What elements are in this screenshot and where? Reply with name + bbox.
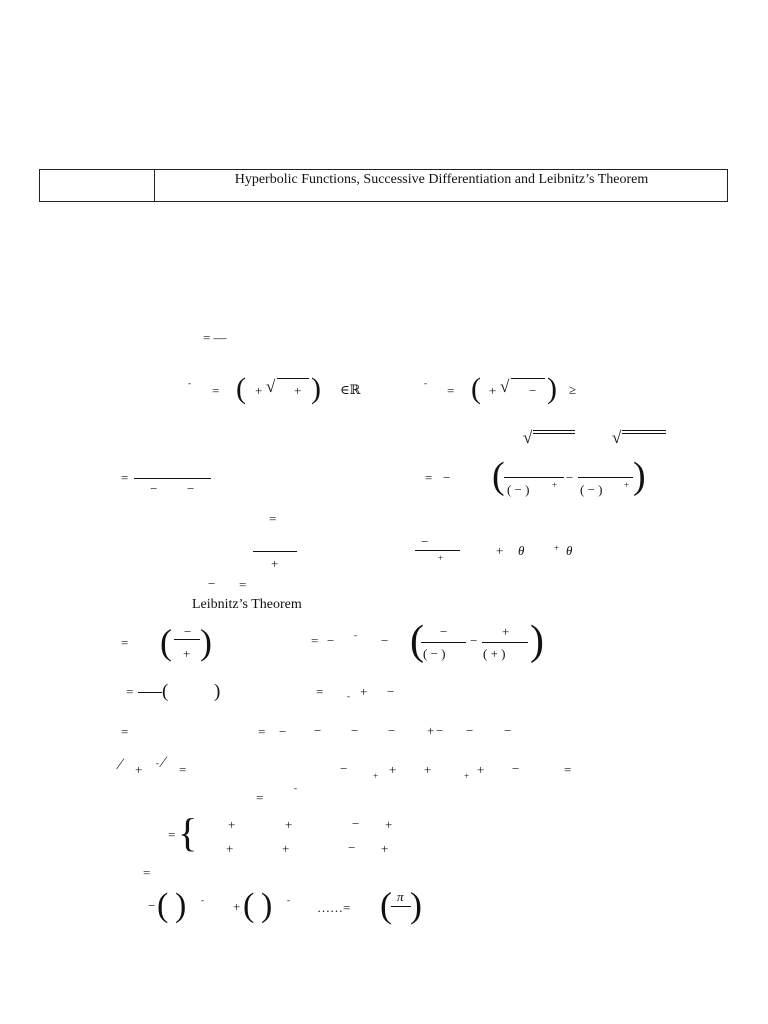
equation-fragment: = — xyxy=(203,330,227,345)
plus-sign: + xyxy=(385,817,393,832)
slash-symbol: ⁄ xyxy=(162,754,165,771)
right-paren: ) xyxy=(261,887,273,924)
subscript-plus: + xyxy=(438,553,444,563)
plus-sign: + xyxy=(424,762,432,777)
plus-sign: + xyxy=(381,841,389,856)
paren-group: ( − ) xyxy=(423,646,446,661)
in-reals-symbol: ∈ℝ xyxy=(340,382,361,397)
plus-sign: + xyxy=(255,383,263,398)
minus-sign: − xyxy=(388,723,396,738)
paren-group: ( − ) xyxy=(507,482,530,497)
equals-sign: = xyxy=(126,684,134,699)
right-paren: ) xyxy=(530,618,544,664)
plus-sign: + xyxy=(496,543,504,558)
right-paren: ) xyxy=(200,622,212,662)
plus-sign: + xyxy=(226,841,234,856)
plus-sign: + xyxy=(489,383,497,398)
theta-symbol: θ xyxy=(566,543,573,558)
minus-sign: − xyxy=(340,761,348,776)
plus-sign: + xyxy=(477,762,485,777)
sqrt-sign: √ xyxy=(500,377,510,396)
sqrt-bar xyxy=(622,433,666,434)
minus-sign: − xyxy=(208,576,216,591)
minus-sign: − xyxy=(184,624,192,639)
slash-symbol: ⁄ xyxy=(119,756,122,773)
plus-sign: + xyxy=(228,817,236,832)
plus-sign: + xyxy=(271,556,279,571)
superscript-plus: + xyxy=(554,543,560,553)
paren-group: ( + ) xyxy=(483,646,506,661)
plus-sign: + xyxy=(360,684,368,699)
right-paren: ) xyxy=(633,455,646,497)
open-brace: { xyxy=(178,810,198,855)
equals-sign: = xyxy=(212,383,220,398)
plus-sign: + xyxy=(502,624,510,639)
chapter-number-cell xyxy=(40,170,155,201)
equals-sign: = xyxy=(239,577,247,592)
equals-sign: = xyxy=(256,790,264,805)
minus-sign: − xyxy=(566,470,574,485)
minus-sign: − xyxy=(466,723,474,738)
right-paren: ) xyxy=(410,885,422,925)
plus-sign: + xyxy=(233,899,241,914)
equals-sign: = xyxy=(311,633,319,648)
sqrt-bar xyxy=(511,378,545,379)
equals-sign: = xyxy=(179,762,187,777)
left-paren: ( xyxy=(243,887,255,924)
left-paren: ( xyxy=(410,618,424,664)
theta-symbol: θ xyxy=(518,543,525,558)
fraction-bar xyxy=(391,906,411,907)
subscript-minus: - xyxy=(347,691,350,701)
minus-sign: − xyxy=(148,898,156,913)
equals-sign: = xyxy=(168,827,176,842)
sqrt-bar xyxy=(533,430,575,431)
plus-sign: + xyxy=(282,841,290,856)
left-paren: ( xyxy=(157,887,169,924)
equals-sign: = xyxy=(121,724,129,739)
right-paren: ) xyxy=(311,372,321,405)
sqrt-bar xyxy=(277,378,309,379)
fraction-bar xyxy=(138,692,162,693)
minus-sign: − xyxy=(314,723,322,738)
equals-sign: = xyxy=(269,511,277,526)
minus-sign: − xyxy=(381,633,389,648)
plus-sign: + xyxy=(285,817,293,832)
equals-sign: = xyxy=(425,470,433,485)
minus-sign: − xyxy=(348,840,356,855)
equals-sign: = xyxy=(258,724,266,739)
fraction-bar xyxy=(578,477,633,478)
equals-sign: = xyxy=(564,762,572,777)
plus-sign: + xyxy=(135,762,143,777)
left-paren: ( xyxy=(492,455,505,497)
plus-sign: + xyxy=(294,383,302,398)
left-paren: ( xyxy=(380,885,392,925)
fraction-bar xyxy=(504,477,564,478)
minus-sign: − xyxy=(352,816,360,831)
sqrt-sign: √ xyxy=(523,428,533,447)
minus-sign: − xyxy=(529,383,537,398)
right-paren: ) xyxy=(175,887,187,924)
plus-sign: + xyxy=(183,646,191,661)
subscript-plus: + xyxy=(373,771,379,781)
minus-sign: − xyxy=(187,481,195,496)
chapter-header-box xyxy=(39,169,728,202)
pi-symbol: π xyxy=(397,889,404,904)
equals-sign: = xyxy=(447,383,455,398)
plus-sign: + xyxy=(427,723,435,738)
superscript-minus: - xyxy=(354,630,357,640)
equals-sign: = xyxy=(121,635,129,650)
minus-sign: − xyxy=(279,724,287,739)
superscript-plus: + xyxy=(552,480,558,490)
left-paren: ( xyxy=(236,372,246,405)
minus-sign: − xyxy=(387,684,395,699)
minus-sign: − xyxy=(351,723,359,738)
superscript-minus: - xyxy=(201,895,204,905)
minus-sign: − xyxy=(327,633,335,648)
section-heading: Leibnitz’s Theorem xyxy=(192,597,302,612)
fraction-bar xyxy=(174,639,200,640)
fraction-bar xyxy=(421,642,466,643)
subscript-plus: + xyxy=(464,771,470,781)
geq-symbol: ≥ xyxy=(569,382,577,397)
right-paren: ) xyxy=(214,681,221,702)
sqrt-bar xyxy=(622,430,666,431)
superscript-minus: - xyxy=(294,783,297,793)
minus-sign: − xyxy=(512,761,520,776)
superscript-minus: - xyxy=(156,758,159,768)
equals-sign: = xyxy=(316,684,324,699)
left-paren: ( xyxy=(162,681,169,702)
fraction-bar xyxy=(134,478,211,479)
fraction-bar xyxy=(482,642,528,643)
fraction-bar xyxy=(415,550,460,551)
superscript-minus: - xyxy=(287,895,290,905)
superscript-minus: - xyxy=(188,378,191,388)
left-paren: ( xyxy=(471,372,481,405)
minus-sign: − xyxy=(443,470,451,485)
minus-sign: − xyxy=(440,624,448,639)
minus-sign: − xyxy=(421,534,429,549)
minus-sign: − xyxy=(504,723,512,738)
minus-sign: − xyxy=(150,481,158,496)
left-paren: ( xyxy=(160,622,172,662)
chapter-title: Hyperbolic Functions, Successive Differentiation and Leibnitz’s Theorem xyxy=(234,172,649,187)
minus-sign: − xyxy=(470,633,478,648)
ellipsis-equals: ……= xyxy=(317,900,351,915)
sqrt-sign: √ xyxy=(612,428,622,447)
sqrt-sign: √ xyxy=(266,377,276,396)
plus-sign: + xyxy=(389,762,397,777)
superscript-plus: + xyxy=(624,480,630,490)
superscript-minus: - xyxy=(424,378,427,388)
sqrt-bar xyxy=(533,433,575,434)
right-paren: ) xyxy=(547,372,557,405)
fraction-bar xyxy=(253,551,297,552)
paren-group: ( − ) xyxy=(580,482,603,497)
equals-sign: = xyxy=(143,865,151,880)
minus-sign: − xyxy=(436,723,444,738)
equals-sign: = xyxy=(121,470,129,485)
